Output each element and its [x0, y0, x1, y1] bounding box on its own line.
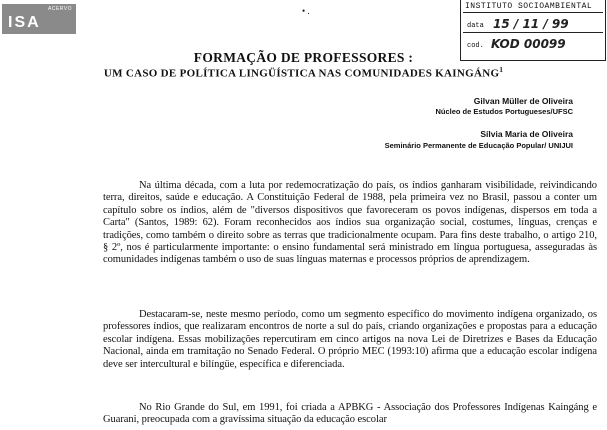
logo-small-text: ACERVO — [48, 6, 73, 12]
body-paragraph-2 — [103, 309, 597, 371]
document-subtitle — [0, 66, 607, 80]
author-1-name: Gilvan Müller de Oliveira — [473, 96, 573, 106]
stamp-code-label: cod. — [467, 42, 484, 50]
logo-text: ISA — [8, 14, 41, 31]
page-mark: • . — [302, 6, 310, 16]
stamp-divider — [463, 32, 603, 33]
stamp-code-value: KOD 00099 — [491, 37, 566, 51]
body-paragraph-1 — [103, 180, 597, 267]
author-2-affiliation: Seminário Permanente de Educação Popular/ UNIJUI — [384, 141, 573, 150]
stamp-date-value: 15 / 11 / 99 — [493, 17, 569, 31]
paragraph-text: Na última década, com a luta por redemocratização do país, os índios ganharam visibilidade, reivindicando terra, direitos, saúde e educação. A Constituição Federal de 1988, pela primeira vez no Brasil, passou a conter um capítulo sobre os índios, além de "diversos dispositivos que favoreceram os povos indígenas, dispersos em toda a Carta" (Santos, 1989: 62). Foram reconhecidos aos índios sua organização social, costumes, línguas, crenças e tradições, como também o direito sobre as terras que tradicionalmente ocupam. Para fins deste trabalho, o artigo 210, § 2º, nos é particularmente importante: o ensino fundamental será ministrado em língua portuguesa, asseguradas às comunidades indígenas também o uso de suas línguas maternas e processos próprios de aprendizagem. — [103, 180, 597, 266]
paragraph-text: No Rio Grande do Sul, em 1991, foi criada a APBKG - Associação dos Professores Indígenas Kaingáng e Guarani, preocupada com a gravíssima situação da educação escolar — [103, 402, 597, 426]
document-title: FORMAÇÃO DE PROFESSORES : — [193, 50, 414, 65]
stamp-date-label: data — [467, 22, 484, 30]
stamp-divider — [463, 12, 603, 13]
author-1-affiliation: Núcleo de Estudos Portugueses/UFSC — [435, 107, 573, 116]
stamp-header: INSTITUTO SOCIOAMBIENTAL — [465, 2, 593, 11]
subtitle-text: UM CASO DE POLÍTICA LINGÜÍSTICA NAS COMUNIDADES KAINGÁNG — [103, 67, 500, 80]
title-footnote-marker: 1 — [499, 66, 504, 74]
isa-logo — [2, 4, 76, 34]
author-2-name: Sílvia Maria de Oliveira — [480, 129, 573, 139]
paragraph-text: Destacaram-se, neste mesmo período, como um segmento específico do movimento indígena organizado, os professores índios, que realizaram encontros de norte a sul do país, criando organizações e propostas para a educação escolar indígena. Essas mobilizações repercutiram em cinco artigos na nova Lei de Diretrizes e Bases da Educação Nacional, ainda em tramitação no Senado Federal. O próprio MEC (1993:10) afirma que a educação escolar indígena deve ser intercultural e bilíngüe, específica e diferenciada. — [103, 309, 597, 370]
body-paragraph-3 — [103, 402, 597, 427]
